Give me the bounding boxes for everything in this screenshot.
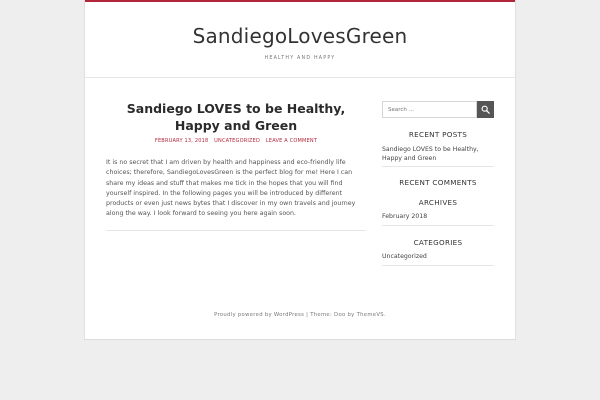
search-button[interactable] [477, 101, 494, 118]
categories-title: CATEGORIES [413, 238, 463, 247]
category-link[interactable]: Uncategorized [382, 253, 427, 260]
post-title[interactable]: Sandiego LOVES to be Healthy, Happy and Green [126, 101, 346, 133]
search-form [382, 101, 494, 118]
recent-posts-title: RECENT POSTS [408, 130, 468, 139]
page-container [84, 0, 516, 340]
recent-post-link[interactable]: Sandiego LOVES to be Healthy, Happy and Green [382, 146, 479, 162]
post-content: It is no secret that I am driven by health and happiness and eco-friendly life choices; therefore, SandiegoLovesGreen is the perfect blog for me! Here I can share my ideas and stuff that makes me tick in the hopes that you will find yourself inspired. In the following pages you will be introduced by different products or even just news bytes that I discover in my own travels and journey along the way. I look forward to seeing you here again soon. [106, 159, 356, 218]
post-meta [106, 138, 366, 144]
post-divider [106, 230, 366, 231]
widget-divider [382, 166, 494, 167]
post-category[interactable]: UNCATEGORIZED [214, 138, 261, 144]
leave-comment-link[interactable]: LEAVE A COMMENT [265, 138, 318, 144]
archive-link[interactable]: February 2018 [382, 213, 428, 220]
widget-divider [382, 225, 494, 226]
search-input[interactable] [382, 101, 477, 118]
site-title[interactable]: SandiegoLovesGreen [192, 24, 408, 48]
site-tagline: HEALTHY AND HAPPY [264, 56, 336, 61]
site-footer: Proudly powered by WordPress | Theme: Doo by ThemeVS. [214, 312, 386, 318]
widget-divider [382, 265, 494, 266]
archives-title: ARCHIVES [418, 198, 458, 207]
post-date[interactable]: FEBRUARY 13, 2018 [154, 138, 209, 144]
site-header [85, 2, 515, 78]
search-icon [481, 105, 490, 114]
recent-comments-title: RECENT COMMENTS [399, 178, 477, 187]
